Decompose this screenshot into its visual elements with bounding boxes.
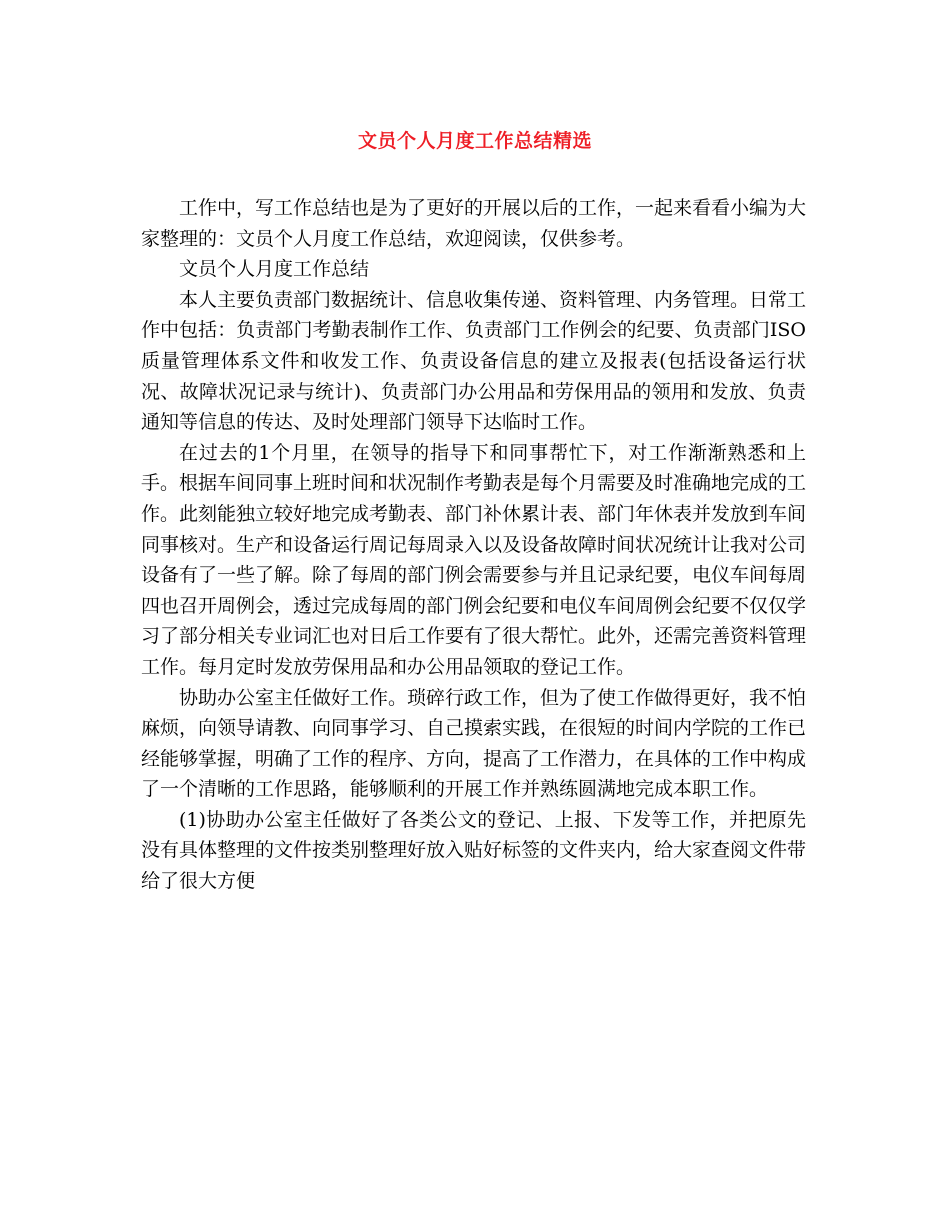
paragraph-intro: 工作中，写工作总结也是为了更好的开展以后的工作，一起来看看小编为大家整理的：文员个人月度工作总结，欢迎阅读，仅供参考。 <box>141 197 807 250</box>
paragraph-item-1: (1)协助办公室主任做好了各类公文的登记、上报、下发等工作，并把原先没有具体整理的文件按类别整理好放入贴好标签的文件夹内，给大家查阅文件带给了很大方便 <box>141 808 807 893</box>
paragraph-subtitle: 文员个人月度工作总结 <box>179 258 370 281</box>
document-title: 文员个人月度工作总结精选 <box>357 130 592 152</box>
paragraph-assist-director: 协助办公室主任做好工作。琐碎行政工作，但为了使工作做得更好，我不怕麻烦，向领导请教、向同事学习、自己摸索实践，在很短的时间内学院的工作已经能够掌握，明确了工作的程序、方向，提高了工作潜力，在具体的工作中构成了一个清晰的工作思路，能够顺利的开展工作并熟练圆满地完成本职工作。 <box>141 686 807 801</box>
paragraph-responsibilities: 本人主要负责部门数据统计、信息收集传递、资料管理、内务管理。日常工作中包括：负责部门考勤表制作工作、负责部门工作例会的纪要、负责部门ISO质量管理体系文件和收发工作、负责设备信息的建立及报表(包括设备运行状况、故障状况记录与统计)、负责部门办公用品和劳保用品的领用和发放、负责通知等信息的传达、及时处理部门领导下达临时工作。 <box>141 288 807 434</box>
document-body <box>141 193 806 897</box>
paragraph-past-month: 在过去的1个月里，在领导的指导下和同事帮忙下，对工作渐渐熟悉和上手。根据车间同事上班时间和状况制作考勤表是每个月需要及时准确地完成的工作。此刻能独立较好地完成考勤表、部门补休累计表、部门年休表并发放到车间同事核对。生产和设备运行周记每周录入以及设备故障时间状况统计让我对公司设备有了一些了解。除了每周的部门例会需要参与并且记录纪要，电仪车间每周四也召开周例会，透过完成每周的部门例会纪要和电仪车间周例会纪要不仅仅学习了部分相关专业词汇也对日后工作要有了很大帮忙。此外，还需完善资料管理工作。每月定时发放劳保用品和办公用品领取的登记工作。 <box>141 441 807 678</box>
